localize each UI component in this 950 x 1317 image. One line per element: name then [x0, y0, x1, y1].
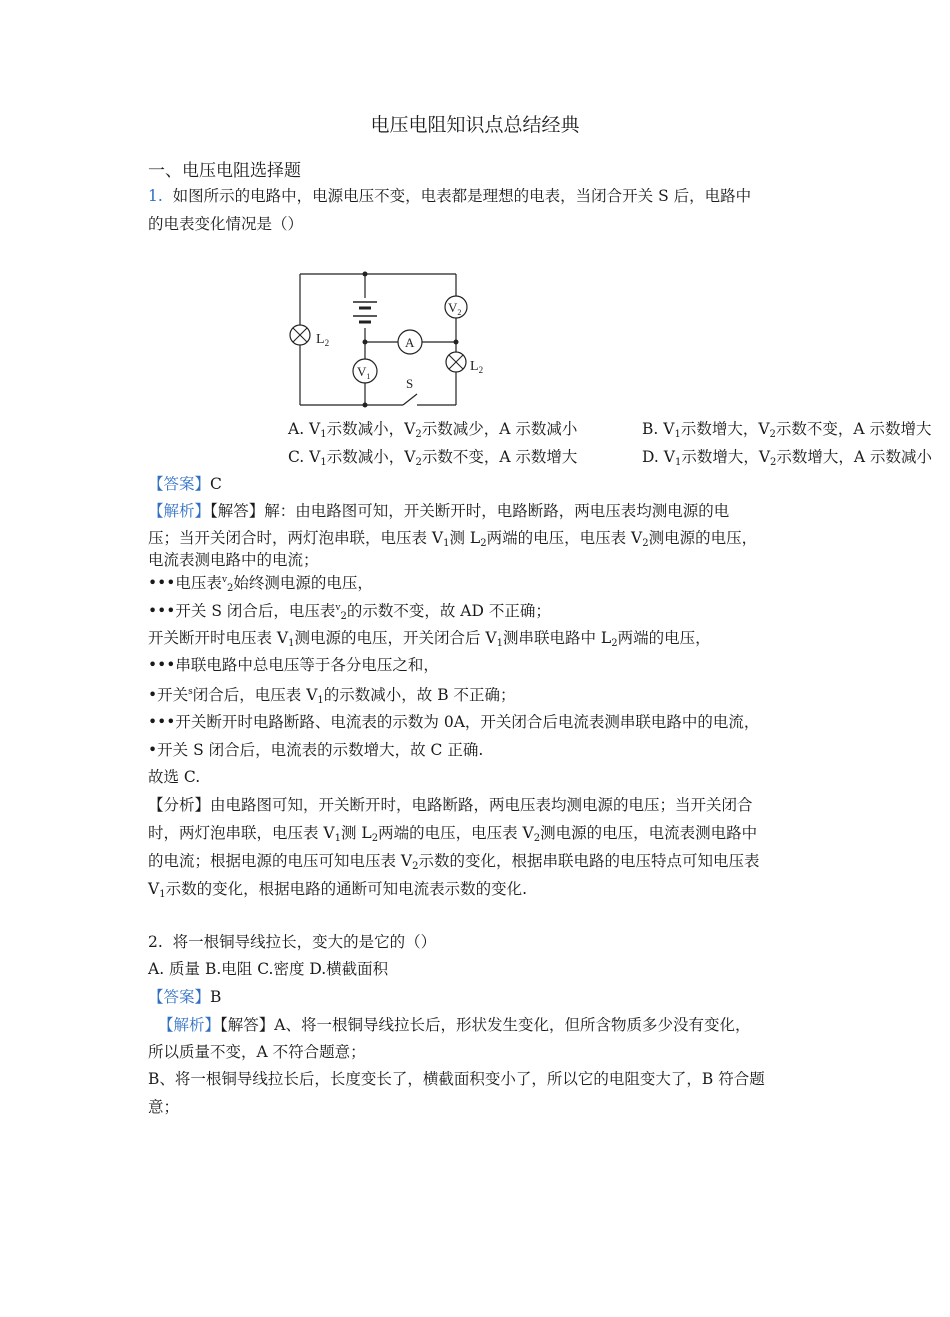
- q1-analysis-line2: 压；当开关闭合时，两灯泡串联，电压表 $V_1$测 $L_2$两端的电压，电压表 $V_2$测电源的电压，: [148, 529, 758, 549]
- svg-text:L2: $L_2$: [316, 332, 330, 348]
- voltmeter-v1-icon: [353, 359, 377, 383]
- q1-number: 1.: [148, 187, 163, 205]
- q2-analysis-line3: B、将一根铜导线拉长后，长度变长了，横截面积变小了，所以它的电阻变大了，B 符合题: [148, 1070, 765, 1088]
- q2-analysis-line2: 所以质量不变，A 不符合题意；: [148, 1043, 366, 1061]
- q2-analysis-line1: 【解析】【解答】A、将一根铜导线拉长后，形状发生变化，但所含物质多少没有变化，: [158, 1016, 751, 1034]
- q1-option-c: C. $V_1$示数减小，$V_2$示数不变，A 示数增大: [288, 448, 578, 468]
- q1-analysis-line1: 【解析】【解答】解：由电路图可知，开关断开时，电路断路，两电压表均测电源的电: [148, 502, 730, 520]
- lamp-left-icon: [290, 325, 310, 345]
- q1-option-b: B. $V_1$示数增大，$V_2$示数不变，A 示数增大: [642, 420, 932, 440]
- q1-fenxi-line2: 时，两灯泡串联，电压表 $V_1$测 $L_2$两端的电压，电压表 $V_2$测电源的电压，电流表测电路中: [148, 824, 758, 844]
- switch-label: S: [406, 376, 414, 391]
- svg-text:V2: $V_2$: [448, 300, 462, 317]
- q1-analysis-line7: •••串联电路中总电压等于各分电压之和，: [148, 656, 439, 674]
- svg-text:V1: $V_1$: [357, 364, 371, 381]
- q1-analysis-line9: •••开关断开时电路断路、电流表的示数为 0A，开关闭合后电流表测串联电路中的电流，: [148, 713, 760, 731]
- q1-analysis-line8: •开关$^s$闭合后，电压表 $V_1$的示数减小，故 B 不正确；: [148, 686, 516, 706]
- q1-fenxi-line1: 【分析】由电路图可知，开关断开时，电路断路，两电压表均测电源的电压；当开关闭合: [148, 796, 753, 814]
- svg-text:L2: $L_2$: [470, 359, 484, 375]
- q1-analysis-line5: •••开关 S 闭合后，电压表$^v_2$的示数不变，故 AD 不正确；: [148, 602, 551, 622]
- q1-stem-line2: 的电表变化情况是（）: [148, 215, 304, 233]
- q1-analysis-line11: 故选 C.: [148, 768, 201, 786]
- page-title: 电压电阻知识点总结经典: [370, 114, 580, 136]
- voltmeter-v2-icon: [445, 296, 467, 318]
- lamp-right-icon: [446, 352, 466, 372]
- q2-answer: 【答案】B: [148, 988, 222, 1006]
- q1-analysis-line3: 电流表测电路中的电流；: [148, 551, 319, 569]
- q1-analysis-line10: •开关 S 闭合后，电流表的示数增大，故 C 正确.: [148, 741, 484, 759]
- ammeter-icon: [398, 330, 422, 354]
- q1-fenxi-line4: $V_1$示数的变化，根据电路的通断可知电流表示数的变化.: [148, 880, 528, 900]
- q1-fenxi-line3: 的电流；根据电源的电压可知电压表 $V_2$示数的变化，根据串联电路的电压特点可知电压表: [148, 852, 760, 872]
- svg-text:A: A: [405, 335, 415, 350]
- q1-analysis-line6: 开关断开时电压表 $V_1$测电源的电压，开关闭合后 $V_1$测串联电路中 $L_2$两端的电压，: [148, 629, 711, 649]
- circuit-diagram: [283, 262, 498, 412]
- q1-analysis-line4: •••电压表$^v_2$始终测电源的电压，: [148, 574, 373, 594]
- section-heading: 一、电压电阻选择题: [148, 161, 301, 181]
- q1-stem-line1: [148, 185, 751, 207]
- q1-stem-text1: 如图所示的电路中，电源电压不变，电表都是理想的电表，当闭合开关 S 后，电路中: [172, 187, 752, 205]
- q2-stem: 2. 将一根铜导线拉长，变大的是它的（）: [148, 933, 437, 951]
- q2-options: A. 质量 B.电阻 C.密度 D.横截面积: [148, 960, 389, 978]
- q1-option-d: D. $V_1$示数增大，$V_2$示数增大，A 示数减小: [642, 448, 933, 468]
- q1-option-a: A. $V_1$示数减小，$V_2$示数减少，A 示数减小: [288, 420, 578, 440]
- q2-analysis-line4: 意；: [148, 1098, 180, 1116]
- q1-answer: 【答案】C: [148, 475, 222, 493]
